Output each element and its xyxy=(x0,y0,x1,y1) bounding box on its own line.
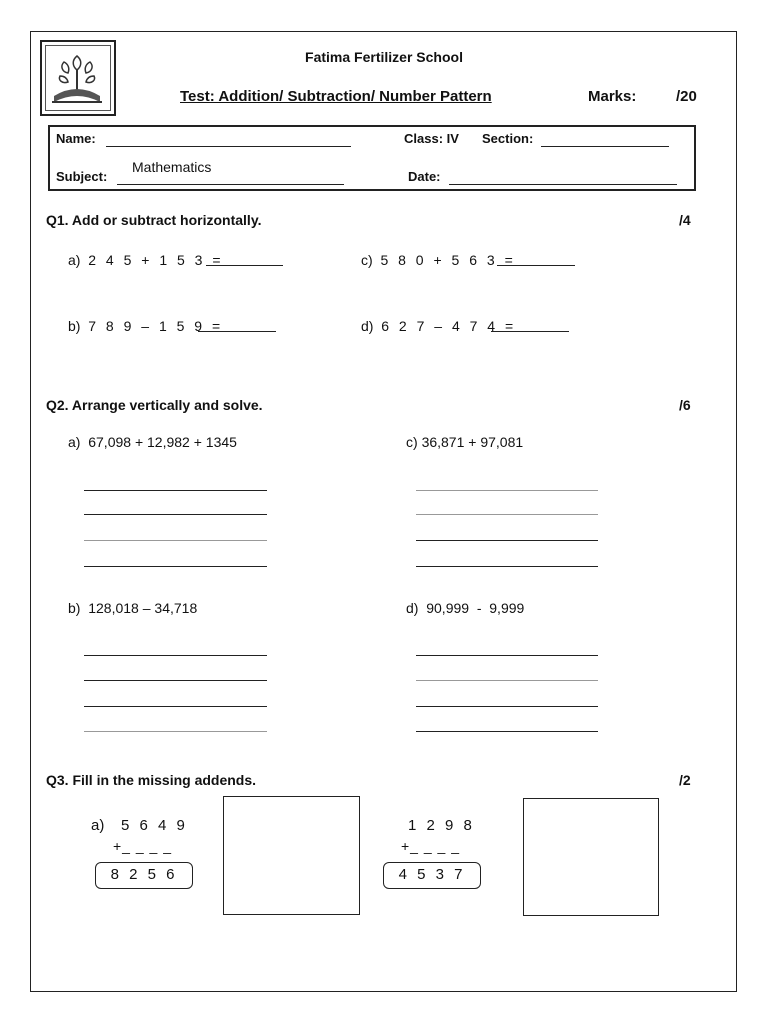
q2-title: Q2. Arrange vertically and solve. xyxy=(46,397,263,413)
q1-answer-a[interactable] xyxy=(206,252,283,266)
q2-work-line[interactable] xyxy=(84,706,267,707)
date-label: Date: xyxy=(408,169,441,184)
q2-marks: /6 xyxy=(679,397,691,413)
q1-item-d: d) 6 2 7 – 4 7 4 = xyxy=(361,318,517,334)
q3-item-a-top: 5 6 4 9 xyxy=(121,817,188,834)
subject-value: Mathematics xyxy=(132,159,212,175)
q2-work-line[interactable] xyxy=(84,566,267,567)
q1-marks: /4 xyxy=(679,212,691,228)
q2-work-line[interactable] xyxy=(416,566,598,567)
q2-work-line[interactable] xyxy=(416,706,598,707)
q2-work-line[interactable] xyxy=(84,490,267,491)
q2-work-line[interactable] xyxy=(416,731,598,732)
q3-item-a-label: a) xyxy=(91,817,105,834)
q2-work-line[interactable] xyxy=(84,514,267,515)
q2-work-line[interactable] xyxy=(84,680,267,681)
q2-work-line[interactable] xyxy=(84,731,267,732)
q2-work-line[interactable] xyxy=(84,655,267,656)
q2-item-a: a) 67,098 + 12,982 + 1345 xyxy=(68,434,237,450)
subject-label: Subject: xyxy=(56,169,108,184)
q1-item-b: b) 7 8 9 – 1 5 9 = xyxy=(68,318,224,334)
q1-answer-c[interactable] xyxy=(497,252,575,266)
q3-item-a-result: 8 2 5 6 xyxy=(95,862,193,889)
q2-work-line[interactable] xyxy=(416,514,598,515)
q2-work-line[interactable] xyxy=(416,490,598,491)
q3-item-b-top: 1 2 9 8 xyxy=(408,817,475,834)
section-field[interactable] xyxy=(541,133,669,147)
q3-item-b-blank[interactable]: +_ _ _ _ xyxy=(401,838,460,854)
q2-work-line[interactable] xyxy=(84,540,267,541)
q1-title: Q1. Add or subtract horizontally. xyxy=(46,212,262,228)
q2-work-line[interactable] xyxy=(416,540,598,541)
name-field[interactable] xyxy=(106,133,351,147)
marks-label: Marks: xyxy=(588,88,637,105)
q2-item-c: c) 36,871 + 97,081 xyxy=(406,434,524,450)
q2-work-line[interactable] xyxy=(416,655,598,656)
class-label: Class: IV xyxy=(404,131,459,146)
test-title: Test: Addition/ Subtraction/ Number Pattern xyxy=(180,88,492,105)
q3-item-a-blank[interactable]: +_ _ _ _ xyxy=(113,838,172,854)
name-label: Name: xyxy=(56,131,96,146)
q3-answer-box-b[interactable] xyxy=(523,798,659,916)
q3-item-b-result: 4 5 3 7 xyxy=(383,862,481,889)
q1-item-c: c) 5 8 0 + 5 6 3 = xyxy=(361,252,516,268)
q2-work-line[interactable] xyxy=(416,680,598,681)
q1-answer-d[interactable] xyxy=(491,318,569,332)
date-field[interactable] xyxy=(449,171,677,185)
q3-marks: /2 xyxy=(679,772,691,788)
q1-item-a: a) 2 4 5 + 1 5 3 = xyxy=(68,252,224,268)
school-name: Fatima Fertilizer School xyxy=(305,49,463,65)
q2-item-b: b) 128,018 – 34,718 xyxy=(68,600,198,616)
q3-title: Q3. Fill in the missing addends. xyxy=(46,772,257,788)
q3-answer-box-a[interactable] xyxy=(223,796,360,915)
q2-item-d: d) 90,999 - 9,999 xyxy=(406,600,525,616)
section-label: Section: xyxy=(482,131,534,146)
q1-answer-b[interactable] xyxy=(198,318,276,332)
marks-total: /20 xyxy=(676,88,697,105)
